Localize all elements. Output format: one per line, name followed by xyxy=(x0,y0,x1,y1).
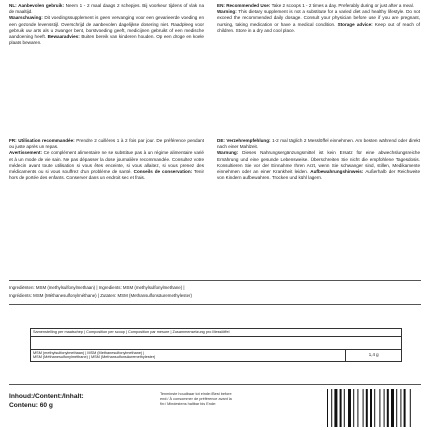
nl-usage-body: Neem 1 - 2 maal daags 2 schepjes. Bij voorkeur tijdens of vlak na de maaltijd. xyxy=(9,3,204,15)
nutrition-ingredient-cell xyxy=(31,349,346,361)
fr-usage-body: Prendre 2 cuillères 1 à 2 fois par jour. De préférence pendant ou juste après un repas. xyxy=(9,138,204,150)
fr-warning-title: Avertissement: xyxy=(9,150,43,156)
ingredients-line-1: Ingrediënten: MSM (methylsulfonylmethaan) | Ingredients: MSM (methylsulfonylmethane) | xyxy=(9,285,185,290)
nutrition-row-line-1: MSM (methylsulfonylmethaan) | MSM (Methanesulfonylmethane) | xyxy=(33,350,145,355)
divider-bottom xyxy=(9,384,421,385)
fr-storage-title: Conseils de conservation: xyxy=(133,169,193,175)
divider-middle xyxy=(9,304,421,305)
nl-storage-title: Bewaaradvies: xyxy=(47,34,80,40)
nl-usage-title: NL: Aanbevolen gebruik: xyxy=(9,3,64,8)
nl-warning-title: Waarschuwing: xyxy=(9,15,43,21)
ingredients xyxy=(9,284,421,300)
de-warning-body: Dieses Nahrungsergänzungsmittel ist kein Ersatz für eine abwechslungsreiche Ernährung und eine gesunde Lebensweise. Überschreiten Sie nicht die empfohlene Tagesdosis. Konsultieren Sie vor der Einnahme Ihren Arzt, wenn Sie schwanger sind, stillen, Medikamente einnehmen oder an einer Krankheit leiden. xyxy=(217,150,420,175)
nutrition-value-cell: 1,4 g xyxy=(346,349,402,361)
nutrition-header-row xyxy=(31,329,402,337)
de-storage-title: Aufbewahrungshinweis: xyxy=(310,169,364,175)
table-row xyxy=(31,349,402,361)
nl-storage-body: Buiten bereik van kinderen houden. Op een droge en koele plaats bewaren. xyxy=(9,34,204,46)
fr-storage-body: Tenir hors de portée des enfants. Conserver dans un endroit sec et frais. xyxy=(9,169,205,181)
nutrition-header: Samenstelling per maatschep | Composition per scoop | Composition par mesure | Zusammensetzung pro Messlöffel xyxy=(31,329,402,337)
nutrition-spacer xyxy=(31,336,402,349)
best-before-line: fin:/ Mindestens haltbar bis Ende: xyxy=(160,402,217,406)
en-storage-body: Keep out of reach of children. Store in a dry and cool place. xyxy=(217,21,421,33)
de-storage-body: Außerhalb der Reichweite von Kindern aufbewahren. Trocken und kühl lagern. xyxy=(217,169,420,181)
content-amount: Contenu: 60 g xyxy=(9,402,53,409)
de-usage-body: 1-2 mal täglich 2 Messlöffel einnehmen. Am besten während oder direkt nach einer Mahlzeit. xyxy=(217,138,420,150)
nl-warning-body: Dit voedingssupplement is geen vervanging voor een gevarieerde voeding en een gezonde levensstijl. Overschrijd de aanbevolen dagelijkse dosering niet. Raadpleeg voor gebruik uw arts als u zwanger bent, borstvoeding geeft, medicijnen gebruikt of een medische aandoening heeft. xyxy=(9,15,205,40)
divider-top xyxy=(9,280,421,281)
en-storage-title: Storage advice: xyxy=(337,21,373,27)
fr-usage-title: FR: Utilisation recommandée: xyxy=(9,138,75,143)
de-usage-title: DE: Verzehrempfehlung: xyxy=(217,138,271,143)
ingredients-line-2: Ingrédients: MSM (Méthanesulfonylméthane) | Zutaten: MSM (Methansulfonsäuremethylester) xyxy=(9,293,192,298)
en-usage-title: EN: Recommended Use: xyxy=(217,3,271,8)
best-before xyxy=(160,392,292,407)
de-warning-title: Warnung: xyxy=(217,150,239,156)
en-warning-body: This dietary supplement is not a substitute for a varied diet and healthy lifestyle. Do not exceed the recommended daily dosage. Consult your physician before use if you are pregnant, nursing, taking medication or have a medical condition. xyxy=(217,9,420,27)
en-usage-body: Take 2 scoops 1 - 2 times a day. Preferably during or just after a meal. xyxy=(271,3,414,8)
en-section xyxy=(217,3,420,34)
content-label: Inhoud:/Content:/Inhalt: xyxy=(9,393,84,400)
best-before-line: end:/ À consommer de préférence avant la xyxy=(160,397,232,401)
nutrition-row-line-2: MSM (Méthanesulfonylméthane) | MSM (Methansulfonsäuremethylester) xyxy=(33,355,156,360)
barcode-icon xyxy=(326,389,422,427)
nutrition-table xyxy=(30,328,402,362)
content-info xyxy=(9,392,84,410)
de-section xyxy=(217,138,420,181)
fr-section xyxy=(9,138,204,181)
en-warning-title: Warning: xyxy=(217,9,237,15)
best-before-line: Tenminste houdbaar tot einde:/Best before xyxy=(160,392,232,396)
fr-warning-body: Ce complément alimentaire ne se substitue pas à un régime alimentaire varié et à un mode de vie sain. Ne pas dépasser la dose journalière recommandée. Consultez votre médecin avant toute utilisation si vous êtes enceinte, si vous allaitez, si vous prenez des médicaments ou si vous souffrez d'un problème de santé. xyxy=(9,150,204,175)
nutrition-spacer-row xyxy=(31,336,402,349)
nl-section xyxy=(9,3,204,46)
